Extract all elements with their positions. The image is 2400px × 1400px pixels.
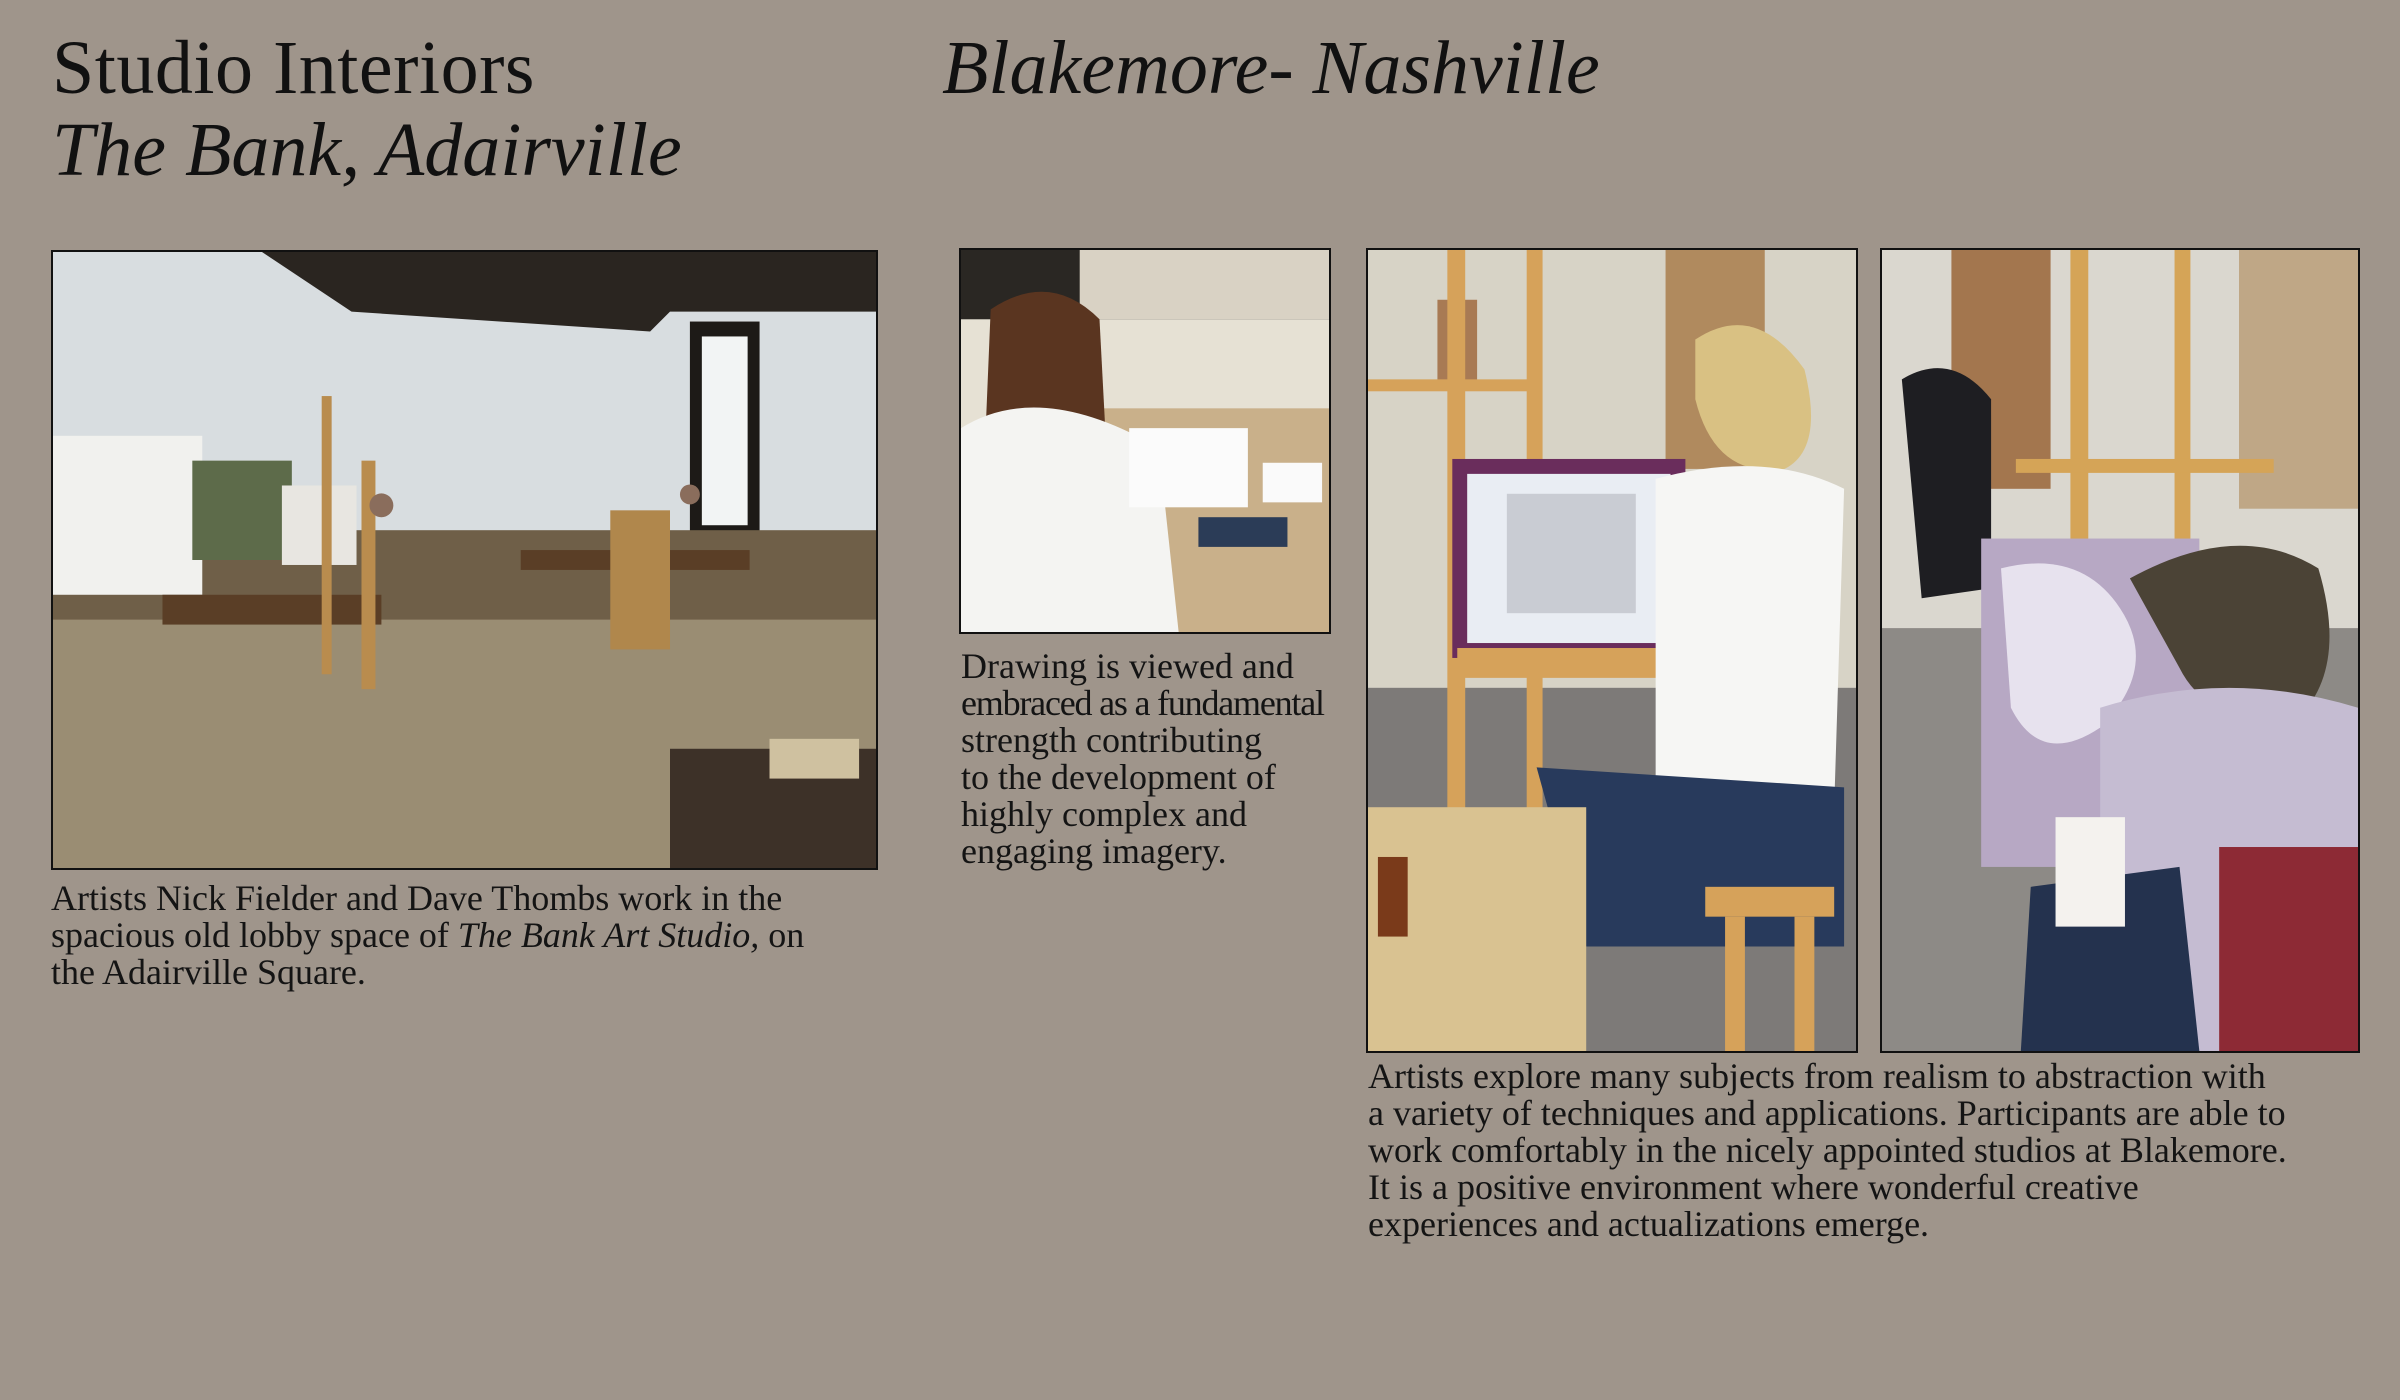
caption-line: embraced as a fundamental: [961, 683, 1324, 723]
caption-text: spacious old lobby space of: [51, 915, 458, 955]
photo-drawing: [959, 248, 1331, 634]
caption-line: highly complex and: [961, 794, 1247, 834]
photo-painter-abstract: [1880, 248, 2360, 1053]
studio-name: The Bank Art Studio,: [457, 915, 760, 955]
caption-blakemore: [1368, 1058, 2368, 1243]
caption-drawing: [961, 648, 1341, 870]
caption-line: It is a positive environment where wonderful creative: [1368, 1167, 2139, 1207]
caption-bank-studio: [51, 880, 891, 991]
page-title: Studio Interiors: [52, 26, 535, 110]
caption-line: to the development of: [961, 757, 1276, 797]
caption-line: engaging imagery.: [961, 831, 1227, 871]
caption-line: Artists explore many subjects from realism to abstraction with: [1368, 1056, 2266, 1096]
caption-line: Artists Nick Fielder and Dave Thombs work in the: [51, 878, 783, 918]
caption-line: the Adairville Square.: [51, 952, 366, 992]
photo-bank-lobby: [51, 250, 878, 870]
caption-line: [51, 917, 891, 954]
caption-line: work comfortably in the nicely appointed studios at Blakemore.: [1368, 1130, 2287, 1170]
caption-line: strength contributing: [961, 720, 1262, 760]
caption-line: a variety of techniques and applications. Participants are able to: [1368, 1093, 2286, 1133]
caption-line: experiences and actualizations emerge.: [1368, 1204, 1930, 1244]
photo-painter-stool: [1366, 248, 1858, 1053]
page-subtitle: The Bank, Adairville: [52, 108, 682, 192]
section-title-blakemore: Blakemore- Nashville: [942, 26, 1600, 110]
caption-line: Drawing is viewed and: [961, 646, 1294, 686]
caption-text: on: [759, 915, 805, 955]
